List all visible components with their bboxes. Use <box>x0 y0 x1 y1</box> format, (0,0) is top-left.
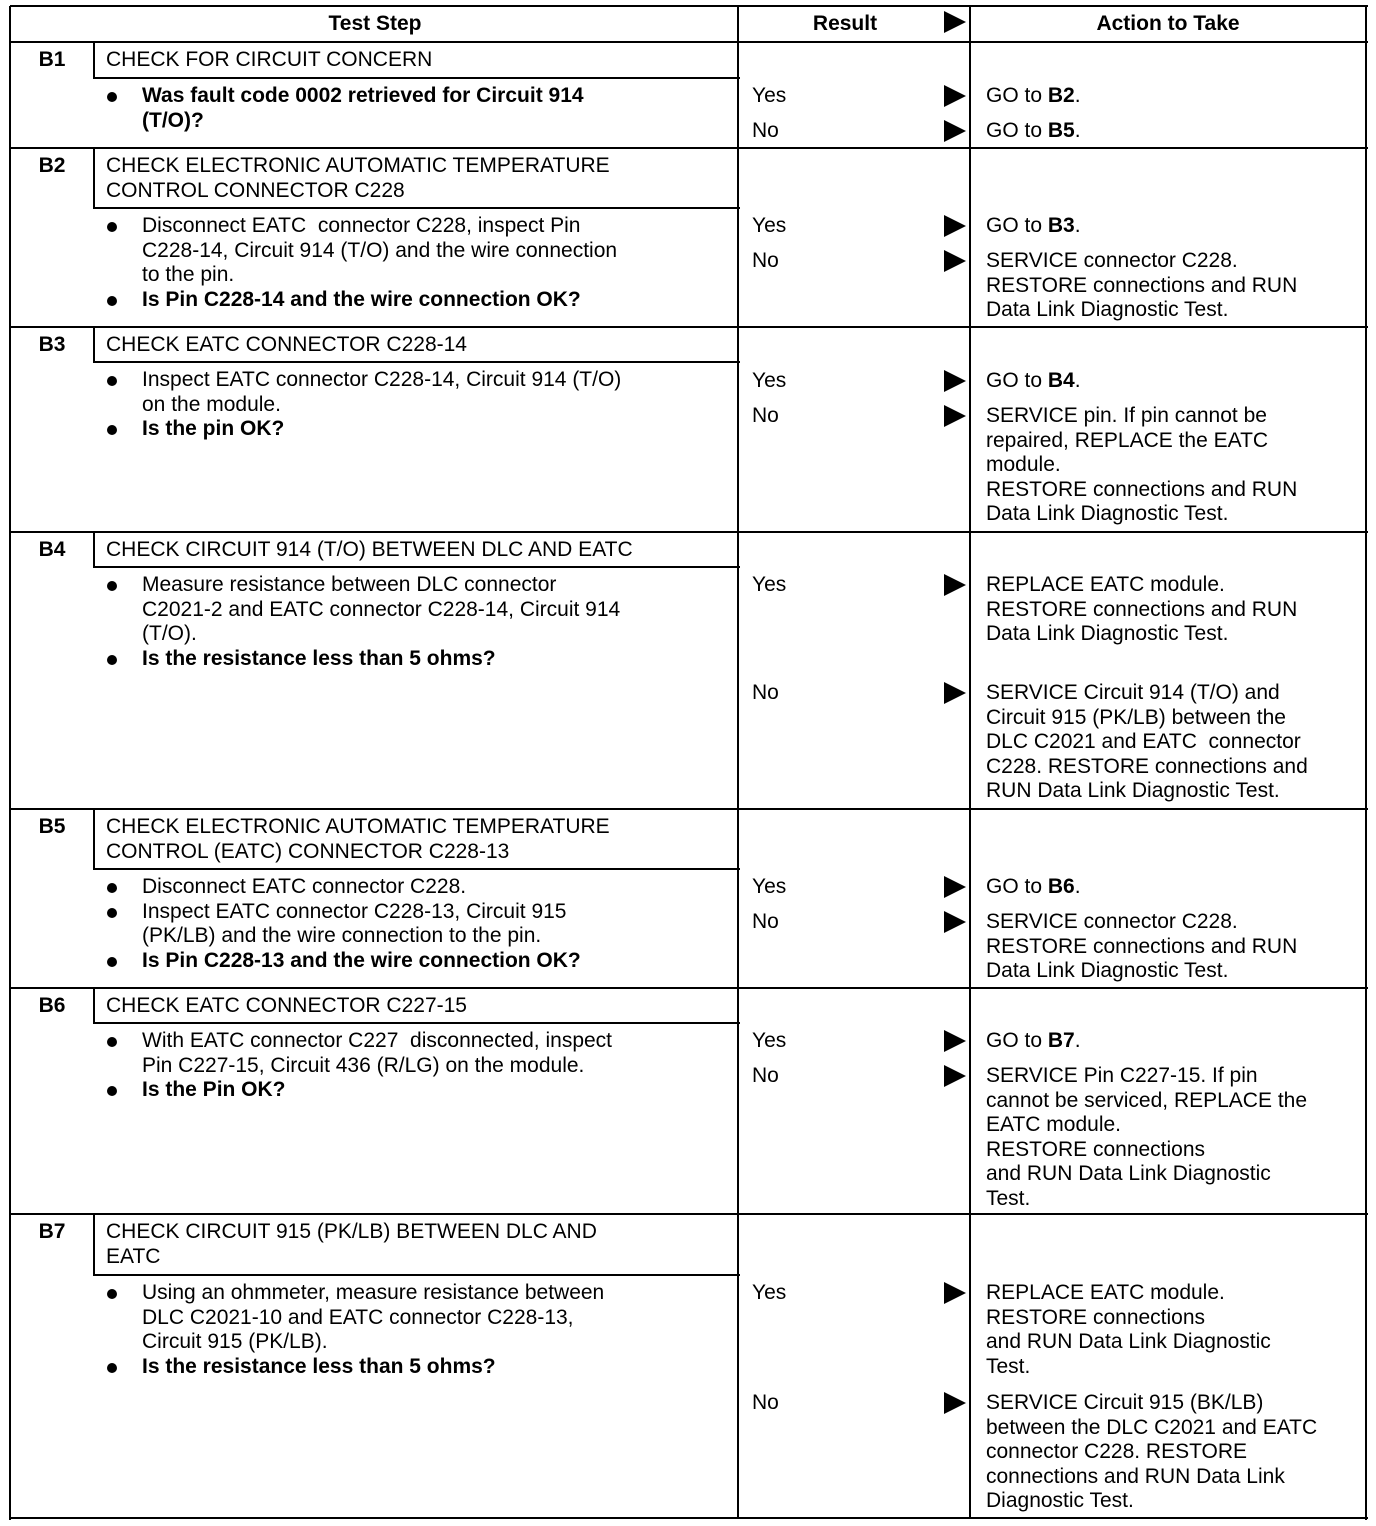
step-question: Is Pin C228-14 and the wire connection OK? <box>142 287 581 311</box>
result-no: No <box>752 119 779 142</box>
step-instruction: Measure resistance between DLC connector <box>142 573 557 596</box>
step-question: Is the resistance less than 5 ohms? <box>142 1354 496 1378</box>
result-arrow-icon <box>944 1282 966 1304</box>
action-goto-suffix: . <box>1074 369 1081 392</box>
action-goto-prefix: GO to <box>986 214 1048 237</box>
bullet-icon <box>107 92 117 102</box>
step-question: Is the resistance less than 5 ohms? <box>142 646 496 670</box>
action-goto-prefix: GO to <box>986 875 1048 898</box>
action-goto-suffix: . <box>1074 1029 1081 1052</box>
table-right-border <box>1365 6 1367 1520</box>
action-goto-suffix: . <box>1074 875 1081 898</box>
action-text: SERVICE Circuit 914 (T/O) and <box>986 681 1280 704</box>
title-divider <box>94 1022 740 1024</box>
title-divider <box>94 1274 740 1276</box>
step-id: B1 <box>38 48 66 71</box>
step-instruction: C228-14, Circuit 914 (T/O) and the wire connection <box>142 238 618 262</box>
step-question: Is Pin C228-13 and the wire connection OK? <box>142 948 581 972</box>
step-instruction: Using an ohmmeter, measure resistance between <box>142 1281 605 1304</box>
step-instruction: (PK/LB) and the wire connection to the pin. <box>142 924 542 947</box>
result-arrow-icon <box>944 85 966 107</box>
result-arrow-icon <box>944 911 966 933</box>
table-bottom-border <box>10 1517 1368 1519</box>
step-title: CHECK EATC CONNECTOR C227-15 <box>106 994 467 1017</box>
action-goto-suffix: . <box>1074 84 1081 107</box>
action-goto-step: B3 <box>1047 214 1075 237</box>
result-arrow-icon <box>944 1065 966 1087</box>
title-divider <box>94 77 740 79</box>
result-arrow-icon <box>944 1030 966 1052</box>
action-text: EATC module. <box>986 1113 1121 1136</box>
step-instruction: (T/O). <box>142 622 197 645</box>
result-arrow-icon <box>944 250 966 272</box>
action-text: RESTORE connections <box>986 1137 1206 1161</box>
step-id: B6 <box>38 994 66 1017</box>
step-question: Is the Pin OK? <box>142 1078 286 1101</box>
step-question: Is the pin OK? <box>142 417 285 440</box>
action-goto <box>986 214 1081 239</box>
action-goto <box>986 1029 1081 1054</box>
action-text: module. <box>986 453 1061 476</box>
action-goto <box>986 369 1081 394</box>
bullet-icon <box>107 908 117 918</box>
action-text: and RUN Data Link Diagnostic <box>986 1330 1271 1353</box>
step-instruction: on the module. <box>142 392 281 416</box>
step-id: B5 <box>38 815 66 838</box>
bullet-icon <box>107 376 117 386</box>
header-divider <box>10 41 1368 43</box>
action-text: repaired, REPLACE the EATC <box>986 428 1269 452</box>
column-divider-action <box>969 6 971 1519</box>
result-yes: Yes <box>752 1281 787 1304</box>
action-text: cannot be serviced, REPLACE the <box>986 1088 1308 1112</box>
result-no: No <box>752 1391 779 1414</box>
action-goto <box>986 119 1081 144</box>
action-goto-step: B7 <box>1047 1029 1075 1052</box>
step-instruction: Pin C227-15, Circuit 436 (R/LG) on the module. <box>142 1053 585 1077</box>
column-divider-result <box>737 6 739 1519</box>
step-title: CHECK ELECTRONIC AUTOMATIC TEMPERATURE <box>106 815 610 838</box>
action-goto-prefix: GO to <box>986 119 1048 142</box>
result-yes: Yes <box>752 573 787 596</box>
step-title: CONTROL CONNECTOR C228 <box>106 178 405 202</box>
action-text: Diagnostic Test. <box>986 1489 1134 1512</box>
bullet-icon <box>107 957 117 967</box>
bullet-icon <box>107 883 117 893</box>
result-yes: Yes <box>752 1029 787 1052</box>
action-goto-step: B2 <box>1047 84 1075 107</box>
row-divider <box>10 1213 1368 1215</box>
table-left-border <box>9 6 11 1520</box>
action-text: connections and RUN Data Link <box>986 1464 1285 1488</box>
result-yes: Yes <box>752 875 787 898</box>
result-arrow-icon <box>944 876 966 898</box>
action-goto-step: B6 <box>1047 875 1075 898</box>
step-instruction: Circuit 915 (PK/LB). <box>142 1330 328 1353</box>
step-instruction: to the pin. <box>142 263 235 286</box>
step-instruction: With EATC connector C227 disconnected, inspect <box>142 1029 613 1052</box>
step-title: EATC <box>106 1244 161 1268</box>
action-text: SERVICE connector C228. <box>986 249 1238 272</box>
action-text: Circuit 915 (PK/LB) between the <box>986 705 1286 729</box>
action-text: Test. <box>986 1186 1031 1210</box>
header-arrow-icon <box>944 11 966 33</box>
result-yes: Yes <box>752 369 787 392</box>
title-divider <box>94 361 740 363</box>
action-text: SERVICE pin. If pin cannot be <box>986 404 1267 427</box>
header-test-step: Test Step <box>328 12 422 35</box>
step-id: B2 <box>38 154 66 177</box>
action-text: RESTORE connections <box>986 1305 1206 1329</box>
step-instruction: DLC C2021-10 and EATC connector C228-13, <box>142 1305 574 1329</box>
step-question: (T/O)? <box>142 108 204 132</box>
result-no: No <box>752 1064 779 1087</box>
action-text: RUN Data Link Diagnostic Test. <box>986 779 1280 802</box>
row-divider <box>10 987 1368 989</box>
action-text: C228. RESTORE connections and <box>986 754 1308 778</box>
step-instruction: Inspect EATC connector C228-14, Circuit 914 (T/O) <box>142 368 622 391</box>
step-instruction: C2021-2 and EATC connector C228-14, Circuit 914 <box>142 597 621 621</box>
action-goto-prefix: GO to <box>986 369 1048 392</box>
action-text: Test. <box>986 1354 1031 1378</box>
action-text: between the DLC C2021 and EATC <box>986 1415 1318 1439</box>
action-goto-suffix: . <box>1074 214 1081 237</box>
title-divider <box>94 868 740 870</box>
bullet-icon <box>107 1037 117 1047</box>
result-yes: Yes <box>752 214 787 237</box>
bullet-icon <box>107 1289 117 1299</box>
step-title: CHECK FOR CIRCUIT CONCERN <box>106 48 433 71</box>
action-text: REPLACE EATC module. <box>986 1281 1225 1304</box>
bullet-icon <box>107 425 117 435</box>
step-title: CHECK CIRCUIT 914 (T/O) BETWEEN DLC AND EATC <box>106 538 633 561</box>
title-divider <box>94 207 740 209</box>
result-no: No <box>752 681 779 704</box>
step-instruction: Disconnect EATC connector C228. <box>142 875 467 898</box>
action-text: connector C228. RESTORE <box>986 1440 1248 1463</box>
bullet-icon <box>107 296 117 306</box>
result-arrow-icon <box>944 574 966 596</box>
action-text: DLC C2021 and EATC connector <box>986 730 1301 753</box>
action-text: and RUN Data Link Diagnostic <box>986 1162 1271 1185</box>
result-no: No <box>752 249 779 272</box>
action-text: Data Link Diagnostic Test. <box>986 959 1229 982</box>
table-top-border <box>10 5 1368 7</box>
result-yes: Yes <box>752 84 787 107</box>
action-goto-suffix: . <box>1074 119 1081 142</box>
step-title: CONTROL (EATC) CONNECTOR C228-13 <box>106 839 510 863</box>
step-instruction: Disconnect EATC connector C228, inspect Pin <box>142 214 581 237</box>
step-id: B3 <box>38 333 66 356</box>
action-text: RESTORE connections and RUN <box>986 597 1298 621</box>
result-no: No <box>752 910 779 933</box>
action-goto-prefix: GO to <box>986 1029 1048 1052</box>
action-text: Data Link Diagnostic Test. <box>986 622 1229 645</box>
action-text: SERVICE Pin C227-15. If pin <box>986 1064 1258 1087</box>
step-title: CHECK ELECTRONIC AUTOMATIC TEMPERATURE <box>106 154 610 177</box>
result-arrow-icon <box>944 120 966 142</box>
header-result: Result <box>812 12 878 35</box>
bullet-icon <box>107 1363 117 1373</box>
action-goto-step: B4 <box>1047 369 1075 392</box>
bullet-icon <box>107 1086 117 1096</box>
action-text: RESTORE connections and RUN <box>986 477 1298 501</box>
bullet-icon <box>107 655 117 665</box>
action-text: SERVICE Circuit 915 (BK/LB) <box>986 1391 1264 1414</box>
step-title: CHECK EATC CONNECTOR C228-14 <box>106 333 467 356</box>
bullet-icon <box>107 222 117 232</box>
step-title: CHECK CIRCUIT 915 (PK/LB) BETWEEN DLC AND <box>106 1220 597 1243</box>
action-text: Data Link Diagnostic Test. <box>986 502 1229 525</box>
row-divider <box>10 531 1368 533</box>
action-text: SERVICE connector C228. <box>986 910 1238 933</box>
result-arrow-icon <box>944 682 966 704</box>
action-text: RESTORE connections and RUN <box>986 934 1298 958</box>
header-action: Action to Take <box>1096 12 1240 35</box>
title-divider <box>94 566 740 568</box>
step-instruction: Inspect EATC connector C228-13, Circuit 915 <box>142 899 567 923</box>
result-arrow-icon <box>944 215 966 237</box>
row-divider <box>10 326 1368 328</box>
action-goto <box>986 875 1081 900</box>
step-id: B7 <box>38 1220 66 1243</box>
row-divider <box>10 808 1368 810</box>
result-arrow-icon <box>944 1392 966 1414</box>
action-goto <box>986 84 1081 109</box>
bullet-icon <box>107 581 117 591</box>
action-goto-prefix: GO to <box>986 84 1048 107</box>
action-text: REPLACE EATC module. <box>986 573 1225 596</box>
step-question: Was fault code 0002 retrieved for Circuit 914 <box>142 84 584 107</box>
result-arrow-icon <box>944 405 966 427</box>
row-divider <box>10 147 1368 149</box>
result-no: No <box>752 404 779 427</box>
result-arrow-icon <box>944 370 966 392</box>
action-text: Data Link Diagnostic Test. <box>986 298 1229 321</box>
action-goto-step: B5 <box>1047 119 1075 142</box>
action-text: RESTORE connections and RUN <box>986 273 1298 297</box>
step-id: B4 <box>38 538 66 561</box>
